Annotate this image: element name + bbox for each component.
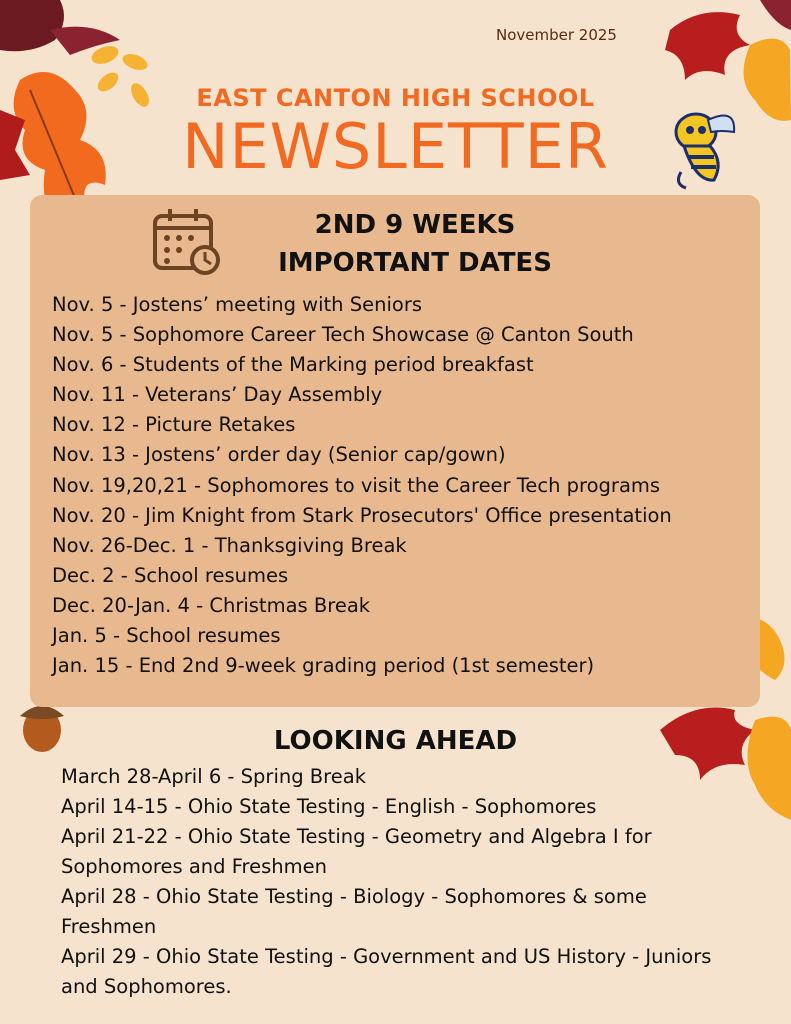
date-item: Nov. 20 - Jim Knight from Stark Prosecutors' Office presentation [52,503,672,527]
date-item: Nov. 12 - Picture Retakes [52,413,296,437]
ahead-item: March 28-April 6 - Spring Break [61,765,367,788]
important-dates-heading [240,206,590,282]
date-item: Nov. 19,20,21 - Sophomores to visit the Career Tech programs [52,473,661,497]
school-name: EAST CANTON HIGH SCHOOL [196,84,595,112]
heading-line-1: 2ND 9 WEEKS [314,210,516,240]
calendar-clock-icon [152,206,222,276]
date-item: Dec. 20-Jan. 4 - Christmas Break [52,593,371,617]
date-item: Jan. 5 - School resumes [52,624,281,648]
date-item: Dec. 2 - School resumes [52,563,289,587]
looking-ahead-heading: LOOKING AHEAD [273,726,518,756]
date-item: Nov. 11 - Veterans’ Day Assembly [52,383,383,407]
date-item: Nov. 26-Dec. 1 - Thanksgiving Break [52,533,407,557]
ahead-item: April 21-22 - Ohio State Testing - Geometry and Algebra I for Sophomores and Freshmen [61,825,652,878]
important-dates-list [52,290,672,681]
looking-ahead-list [61,762,741,1002]
date-item: Nov. 5 - Jostens’ meeting with Seniors [52,293,422,316]
date-item: Nov. 13 - Jostens’ order day (Senior cap/gown) [52,443,506,467]
date-item: Nov. 5 - Sophomore Career Tech Showcase @ Canton South [52,323,634,347]
newsletter-date: November 2025 [496,26,617,44]
ahead-item: April 14-15 - Ohio State Testing - English - Sophomores [61,795,597,818]
newsletter-title: NEWSLETTER [182,110,609,183]
heading-line-2: IMPORTANT DATES [278,248,552,278]
ahead-item: April 28 - Ohio State Testing - Biology - Sophomores & some Freshmen [61,885,647,938]
ahead-item: April 29 - Ohio State Testing - Government and US History - Juniors and Sophomores. [61,945,712,998]
date-item: Jan. 15 - End 2nd 9-week grading period (1st semester) [52,654,595,678]
date-item: Nov. 6 - Students of the Marking period breakfast [52,353,534,377]
